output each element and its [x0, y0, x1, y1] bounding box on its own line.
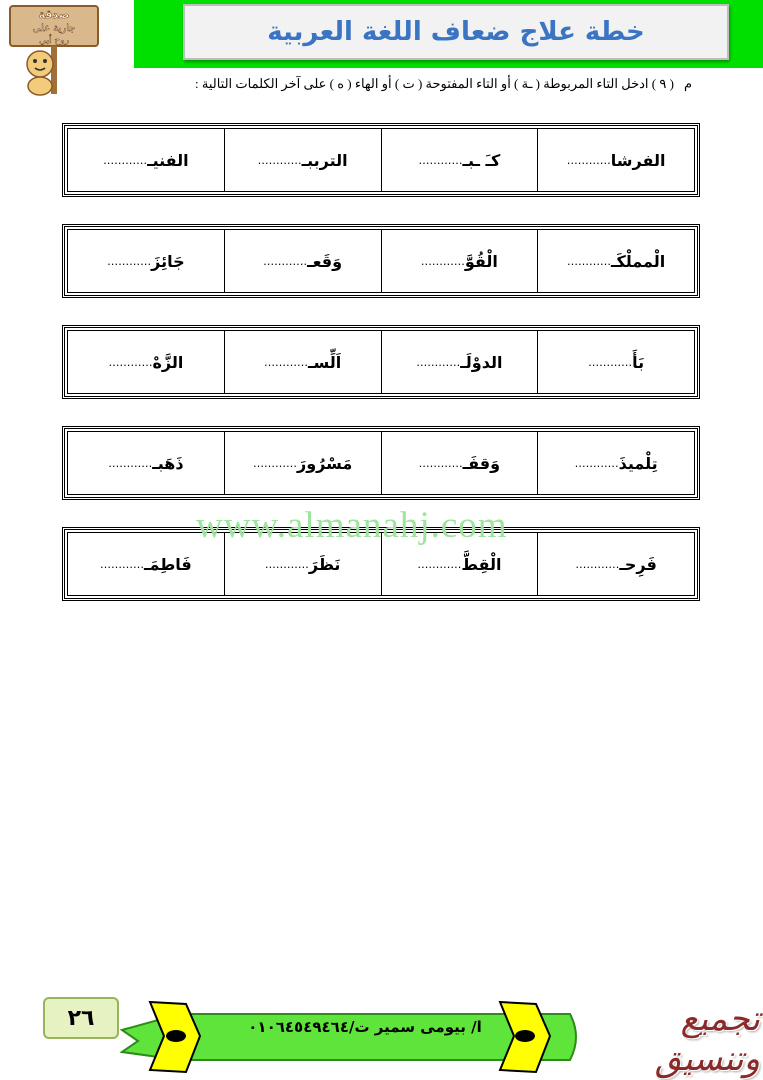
word-cell[interactable] — [68, 230, 224, 292]
answer-blank: ………… — [566, 153, 611, 167]
word-cell[interactable] — [68, 432, 224, 494]
credit-calligraphy: تجميع وتنسيق — [654, 999, 760, 1079]
word-cell[interactable] — [381, 129, 538, 191]
table-row — [67, 229, 695, 293]
answer-blank: ………… — [264, 557, 309, 571]
exercise-marker: م — [683, 76, 692, 91]
word-cell[interactable] — [537, 432, 694, 494]
answer-blank: ………… — [567, 254, 611, 268]
word-cell[interactable] — [537, 129, 694, 191]
author-contact: ا/ بيومى سمير ت/٠١٠٦٤٥٤٩٤٦٤ — [248, 1018, 482, 1036]
word-stem: وَقَعـ — [307, 251, 343, 271]
answer-blank: ………… — [588, 355, 633, 369]
table-row — [67, 330, 695, 394]
word-cell[interactable] — [537, 331, 694, 393]
word-stem: فَاطِمَـ — [144, 554, 192, 574]
word-stem: نَظَرَ — [308, 554, 341, 574]
answer-blank: ………… — [100, 557, 144, 571]
exercise-number: ( ٩ ) — [651, 76, 674, 91]
word-cell[interactable] — [68, 129, 224, 191]
word-cell[interactable] — [224, 432, 381, 494]
word-cell[interactable] — [381, 230, 538, 292]
word-table-2 — [62, 224, 700, 298]
answer-blank: ………… — [575, 557, 620, 571]
word-cell[interactable] — [224, 331, 381, 393]
word-stem: الفرشا — [610, 150, 666, 170]
word-cell[interactable] — [68, 331, 224, 393]
answer-blank: ………… — [264, 355, 308, 369]
word-cell[interactable] — [537, 533, 694, 595]
word-stem: اَلِّسـ — [308, 352, 342, 372]
answer-blank: ………… — [257, 153, 302, 167]
word-cell[interactable] — [537, 230, 694, 292]
word-cell[interactable] — [381, 432, 538, 494]
page-title: خطة علاج ضعاف اللغة العربية — [267, 17, 645, 47]
word-stem: الزَّهْ — [152, 352, 184, 372]
word-stem: الدوْلَـ — [460, 352, 503, 372]
exercise-instruction — [130, 66, 692, 102]
answer-blank: ………… — [417, 557, 462, 571]
sign-line-3: روح أبي — [39, 36, 69, 46]
table-row — [67, 128, 695, 192]
word-stem: الفنيـ — [147, 150, 189, 170]
word-cell[interactable] — [224, 230, 381, 292]
sign-line-1: صدقة — [38, 8, 70, 21]
title-box — [183, 4, 729, 60]
answer-blank: ………… — [108, 355, 153, 369]
word-stem: وَقفَـ — [462, 453, 501, 473]
word-stem: بَأَ — [632, 352, 645, 372]
word-stem: جَائِزَ — [151, 251, 185, 271]
answer-blank: ………… — [418, 153, 463, 167]
word-cell[interactable] — [224, 129, 381, 191]
word-stem: فَرِحـ — [619, 554, 657, 574]
page-number: ٢٦ — [43, 997, 119, 1039]
word-stem: ذَهَبـ — [152, 453, 184, 473]
word-stem: تِلْميذَ — [618, 453, 658, 473]
word-stem: الْقِطَّ — [461, 554, 502, 574]
answer-blank: ………… — [107, 254, 152, 268]
word-table-1 — [62, 123, 700, 197]
instruction-text: ادخل التاء المربوطة ( ـة ) أو التاء المفتوحة ( ت ) أو الهاء ( ه ) على آخر الكلمات التالية : — [194, 76, 649, 91]
watermark: www.almanahj.com — [196, 505, 508, 546]
answer-blank: ………… — [252, 456, 297, 470]
answer-blank: ………… — [418, 456, 463, 470]
answer-blank: ………… — [574, 456, 619, 470]
answer-blank: ………… — [416, 355, 461, 369]
sign-line-2: جارية على — [32, 23, 76, 34]
word-table-3 — [62, 325, 700, 399]
answer-blank: ………… — [263, 254, 308, 268]
word-cell[interactable] — [381, 331, 538, 393]
mascot-sign-illustration — [4, 2, 104, 98]
word-stem: كـَ ـبـ — [462, 150, 501, 170]
word-table-4 — [62, 426, 700, 500]
table-row — [67, 431, 695, 495]
word-stem: الترببـ — [301, 150, 348, 170]
word-stem: الْمملْكَـ — [611, 251, 666, 271]
word-stem: مَسْرُورَ — [296, 453, 353, 473]
answer-blank: ………… — [420, 254, 465, 268]
footer-banner — [120, 1000, 590, 1074]
answer-blank: ………… — [108, 456, 153, 470]
answer-blank: ………… — [103, 153, 148, 167]
word-stem: الْقُوَّ — [464, 251, 498, 271]
